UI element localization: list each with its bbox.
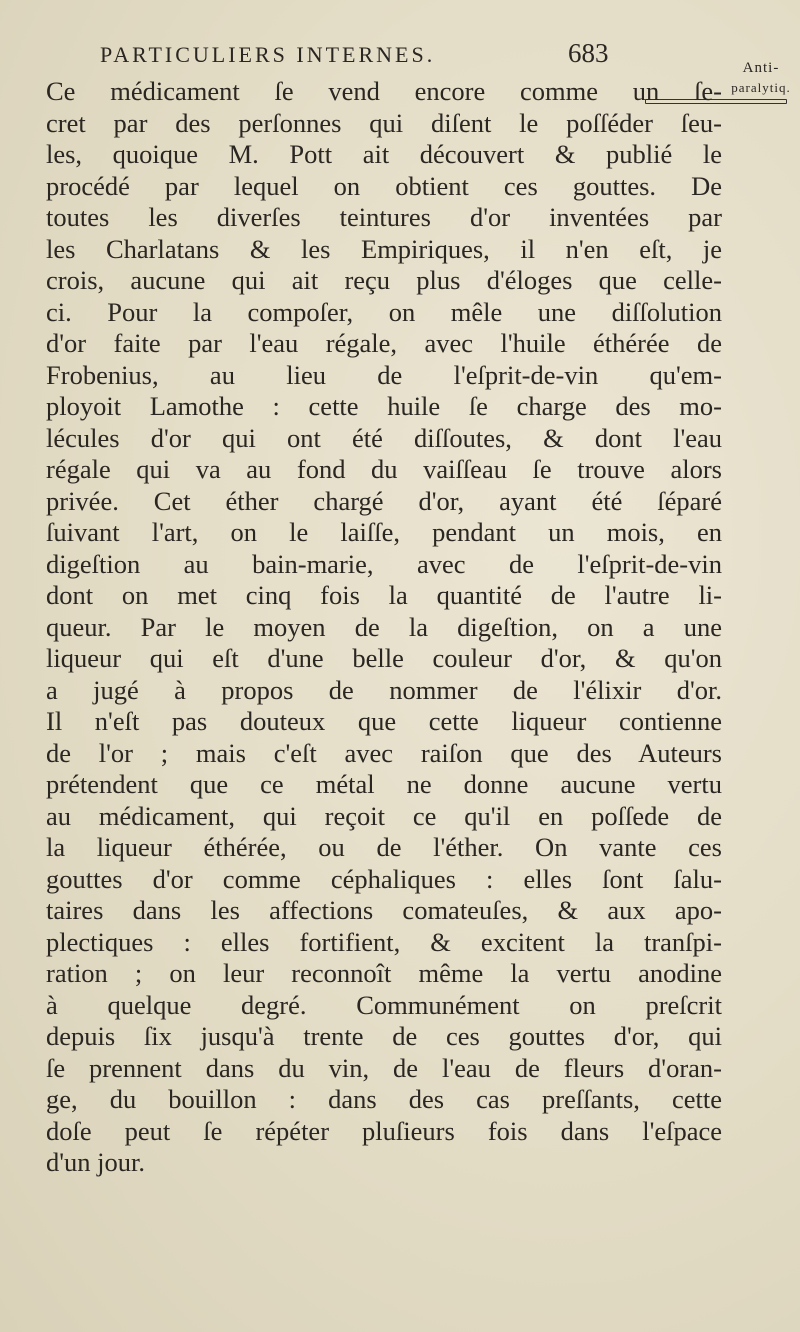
text-line: queur. Par le moyen de la digeſtion, on a une	[46, 611, 722, 642]
margin-note	[722, 58, 800, 98]
text-line: gouttes d'or comme céphaliques : elles ſont ſalu-	[46, 863, 722, 894]
text-line: taires dans les affections comateuſes, & aux apo-	[46, 895, 722, 925]
text-line: crois, aucune qui ait reçu plus d'éloges que celle-	[46, 265, 722, 295]
text-line: régale qui va au fond du vaiſſeau ſe trouve alors	[46, 454, 722, 484]
text-line: cret par des perſonnes qui diſent le poſſéder ſeu-	[46, 107, 722, 138]
text-line: d'or faite par l'eau régale, avec l'huile éthérée de	[46, 328, 722, 358]
text-line: au médicament, qui reçoit ce qu'il en poſſede de	[46, 800, 722, 831]
text-line: dont on met cinq fois la quantité de l'autre li-	[46, 580, 722, 610]
text-line: Ce médicament ſe vend encore comme un ſe-	[46, 76, 722, 106]
margin-note-line: paralytiq.	[731, 80, 791, 95]
text-line: liqueur qui eſt d'une belle couleur d'or, & qu'on	[46, 643, 722, 673]
page-number: 683	[568, 38, 609, 68]
running-title: PARTICULIERS INTERNES.	[100, 42, 436, 67]
text-line: la liqueur éthérée, ou de l'éther. On vante ces	[46, 832, 722, 862]
text-line: d'un jour.	[46, 1147, 145, 1177]
text-line: Il n'eſt pas douteux que cette liqueur contienne	[46, 706, 722, 736]
text-line: prétendent que ce métal ne donne aucune vertu	[46, 769, 722, 799]
text-line: ſe prennent dans du vin, de l'eau de fleurs d'oran-	[46, 1052, 722, 1083]
text-line: les Charlatans & les Empiriques, il n'en eſt, je	[46, 233, 722, 264]
text-line: ſuivant l'art, on le laiſſe, pendant un mois, en	[46, 517, 722, 547]
margin-note-line: Anti-	[742, 60, 780, 76]
text-line: procédé par lequel on obtient ces gouttes. De	[46, 170, 722, 201]
text-line: depuis ſix jusqu'à trente de ces gouttes d'or, qui	[46, 1021, 722, 1051]
text-line: plectiques : elles fortifient, & excitent la tranſpi-	[46, 926, 722, 957]
running-header	[100, 38, 609, 68]
text-line: ration ; on leur reconnoît même la vertu anodine	[46, 958, 722, 988]
text-line: privée. Cet éther chargé d'or, ayant été ſéparé	[46, 485, 722, 516]
text-line: toutes les diverſes teintures d'or inventées par	[46, 202, 722, 232]
text-line: les, quoique M. Pott ait découvert & publié le	[46, 139, 722, 169]
text-line: à quelque degré. Communément on preſcrit	[46, 989, 722, 1020]
text-line: ci. Pour la compoſer, on mêle une diſſolution	[46, 296, 722, 327]
body-text	[46, 76, 722, 1179]
text-line: doſe peut ſe répéter pluſieurs fois dans l'eſpace	[46, 1115, 722, 1146]
text-line: ployoit Lamothe : cette huile ſe charge des mo-	[46, 391, 722, 421]
text-line: de l'or ; mais c'eſt avec raiſon que des Auteurs	[46, 737, 722, 768]
text-line: digeſtion au bain-marie, avec de l'eſprit-de-vin	[46, 548, 722, 579]
text-line: lécules d'or qui ont été diſſoutes, & dont l'eau	[46, 422, 722, 453]
text-line: a jugé à propos de nommer de l'élixir d'or.	[46, 674, 722, 705]
text-line: Frobenius, au lieu de l'eſprit-de-vin qu'em-	[46, 359, 722, 390]
text-line: ge, du bouillon : dans des cas preſſants, cette	[46, 1084, 722, 1114]
